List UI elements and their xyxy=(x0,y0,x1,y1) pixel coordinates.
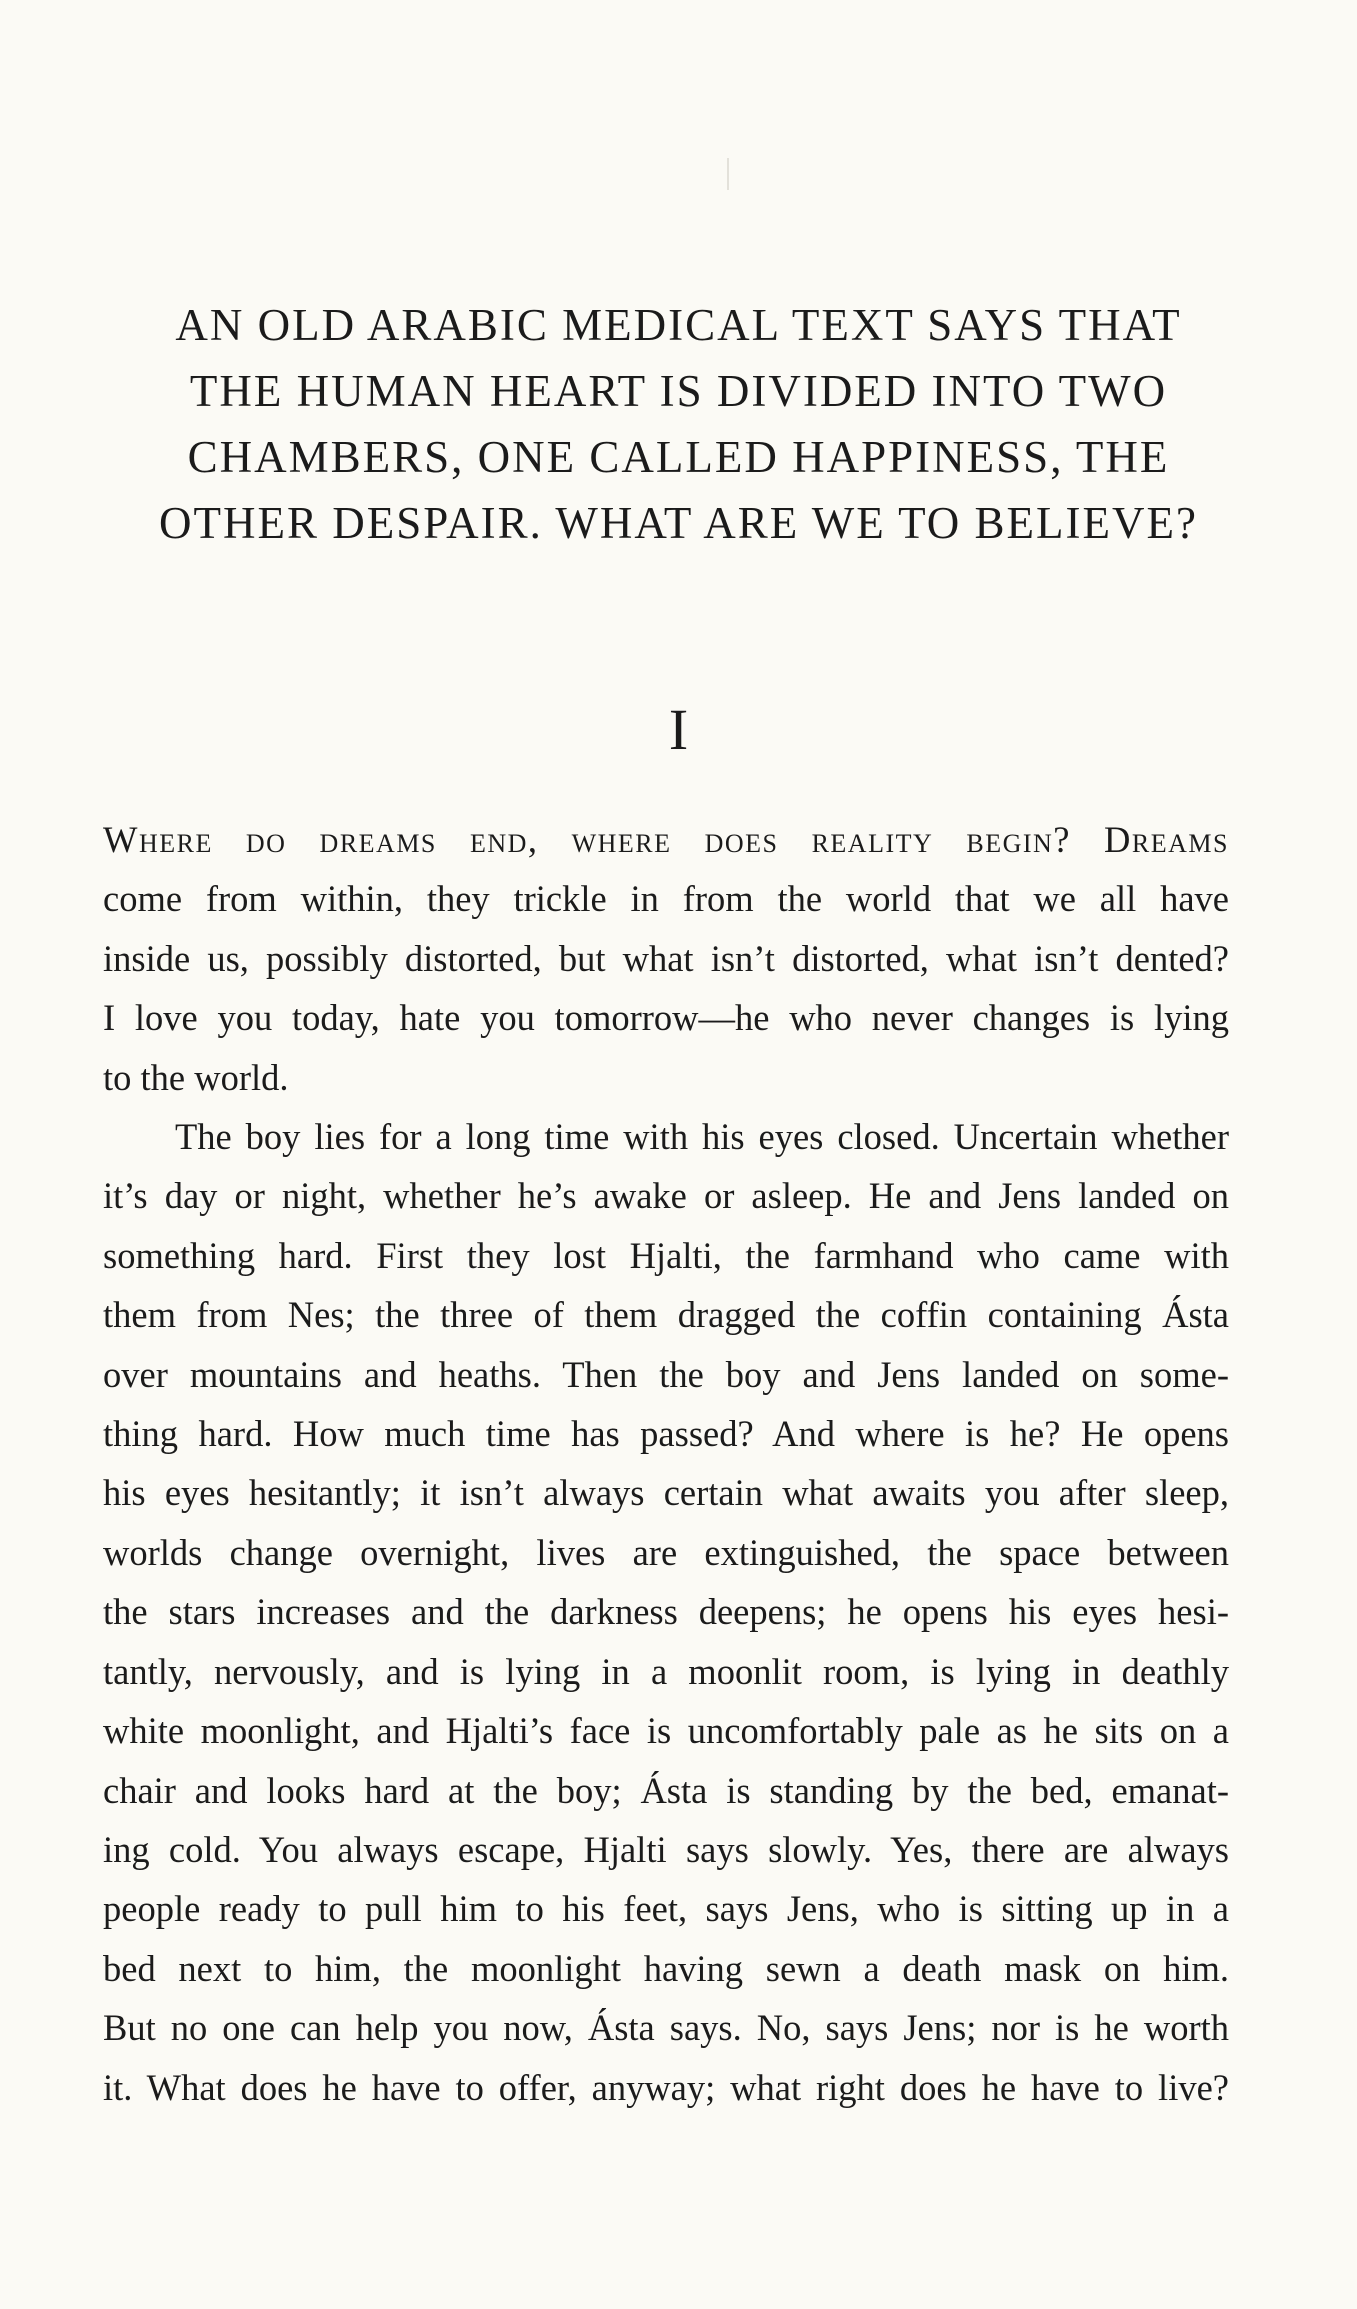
text-line: his eyes hesitantly; it isn’t always certain what awaits you after sleep, xyxy=(103,1472,1229,1514)
epigraph-line: OTHER DESPAIR. WHAT ARE WE TO BELIEVE? xyxy=(159,498,1198,548)
text-line: chair and looks hard at the boy; Ásta is standing by the bed, emanat- xyxy=(103,1769,1229,1811)
epigraph xyxy=(100,292,1257,556)
epigraph-line: THE HUMAN HEART IS DIVIDED INTO TWO xyxy=(189,366,1168,416)
opening-line: Where do dreams end, where does reality begin? Dreams xyxy=(103,819,1229,860)
text-line: white moonlight, and Hjalti’s face is uncomfortably pale as he sits on a xyxy=(103,1710,1229,1752)
body-text xyxy=(103,810,1229,2117)
text-line: over mountains and heaths. Then the boy and Jens landed on some- xyxy=(103,1353,1229,1395)
text-line: tantly, nervously, and is lying in a moonlit room, is lying in deathly xyxy=(103,1650,1229,1692)
text-line: them from Nes; the three of them dragged the coffin containing Ásta xyxy=(103,1294,1229,1336)
text-line: the stars increases and the darkness deepens; he opens his eyes hesi- xyxy=(103,1591,1229,1633)
text-line: ing cold. You always escape, Hjalti says slowly. Yes, there are always xyxy=(103,1828,1229,1870)
text-line: come from within, they trickle in from the world that we all have xyxy=(103,878,1229,920)
epigraph-line: AN OLD ARABIC MEDICAL TEXT SAYS THAT xyxy=(175,300,1182,350)
text-line: But no one can help you now, Ásta says. No, says Jens; nor is he worth xyxy=(103,2007,1229,2049)
paragraph-1 xyxy=(103,810,1229,1107)
paragraph-2 xyxy=(103,1107,1229,2117)
text-line: something hard. First they lost Hjalti, the farmhand who came with xyxy=(103,1234,1229,1276)
chapter-number: I xyxy=(668,697,689,762)
text-line: it’s day or night, whether he’s awake or asleep. He and Jens landed on xyxy=(103,1175,1229,1217)
page-mark xyxy=(727,158,729,190)
text-line: I love you today, hate you tomorrow—he who never changes is lying xyxy=(103,997,1229,1039)
text-line: people ready to pull him to his feet, says Jens, who is sitting up in a xyxy=(103,1888,1229,1930)
text-line: worlds change overnight, lives are extinguished, the space between xyxy=(103,1531,1229,1573)
text-line: inside us, possibly distorted, but what isn’t distorted, what isn’t dented? xyxy=(103,937,1229,979)
text-line: it. What does he have to offer, anyway; what right does he have to live? xyxy=(103,2066,1229,2108)
text-line: bed next to him, the moonlight having sewn a death mask on him. xyxy=(103,1947,1229,1989)
text-line: to the world. xyxy=(103,1056,289,1098)
text-line: The boy lies for a long time with his eyes closed. Uncertain whether xyxy=(175,1116,1229,1158)
epigraph-line: CHAMBERS, ONE CALLED HAPPINESS, THE xyxy=(187,432,1170,482)
text-line: thing hard. How much time has passed? And where is he? He opens xyxy=(103,1413,1229,1455)
